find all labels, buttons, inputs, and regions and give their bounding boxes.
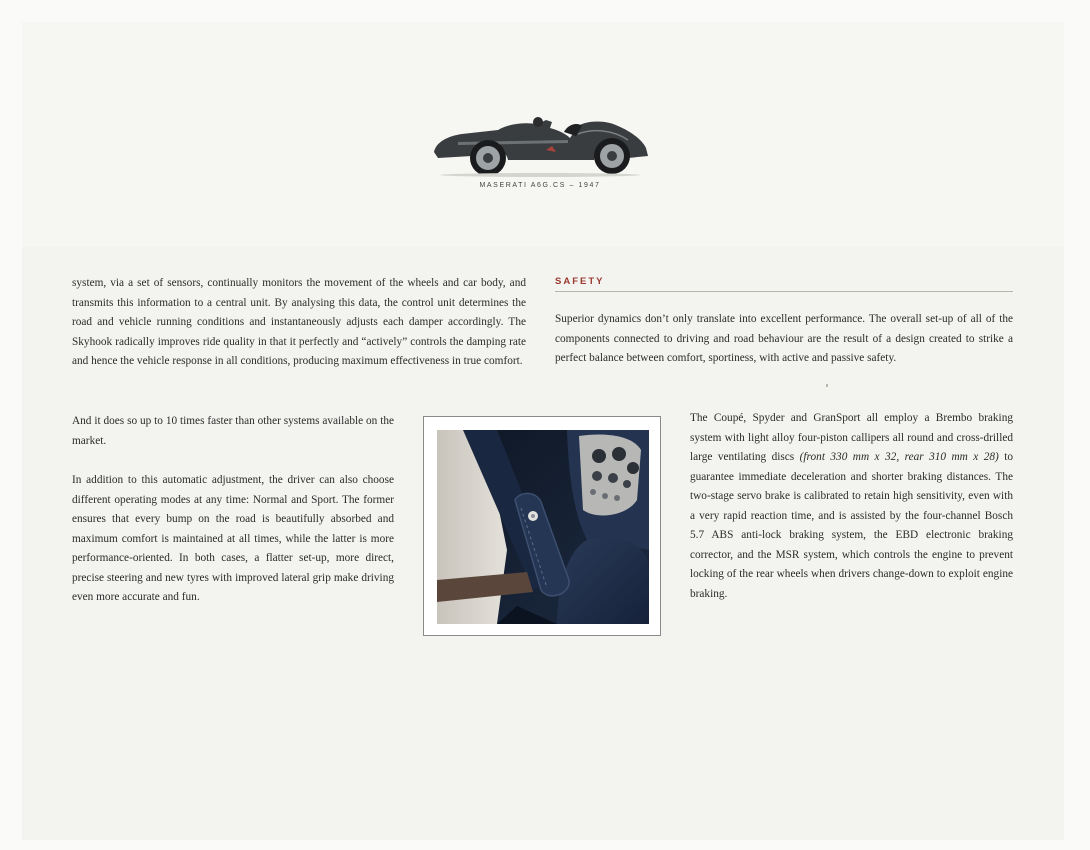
vintage-car-illustration [428, 112, 654, 178]
body-paragraph-skyhook: system, via a set of sensors, continually monitors the movement of the wheels and car body, and transmits this information to a central unit. By analysing this data, the control unit determines the road and vehicle running conditions and instantaneously adjusts each damper accordingly. The Skyhook radically improves ride quality in that it perfectly and “actively” controls the damping rate and hence the vehicle response in all conditions, producing maximum effectiveness in true comfort. [72, 277, 526, 367]
braking-text-start: The Coupé, Spyder and GranSport all employ a Brembo braking system with light alloy four-piston callipers all round and cross-drilled large ventilating discs [690, 412, 1013, 463]
car-caption: MASERATI A6G.CS – 1947 [479, 182, 601, 189]
section-divider [555, 291, 1013, 292]
body-paragraph-speed: And it does so up to 10 times faster than other systems available on the market. [72, 415, 394, 447]
braking-text-end: to guarantee immediate deceleration and shorter braking distances. The two-stage servo brake is calibrated to retain high sensitivity, even with a very rapid reaction time, and is assisted by the four-channel Bosch 5.7 ABS anti-lock braking system, the EBD electronic braking corrector, and the MSR system, which controls the engine to prevent locking of the rear wheels when drivers change-down to exploit engine braking. [690, 451, 1014, 600]
interior-photo [437, 430, 649, 624]
interior-photo-frame [423, 416, 661, 636]
print-speck [826, 384, 828, 387]
body-paragraph-braking [690, 409, 1013, 604]
body-paragraph-dynamics: Superior dynamics don’t only translate into excellent performance. The overall set-up of all of the components connected to driving and road behaviour are the result of a design created to strike a perfect balance between comfort, sportiness, with active and passive safety. [555, 313, 1013, 364]
section-heading-safety: SAFETY [555, 276, 605, 287]
disc-dimensions: (front 330 mm x 32, rear 310 mm x 28) [799, 451, 999, 463]
body-paragraph-operating-modes: In addition to this automatic adjustment, the driver can also choose different operating modes at any time: Normal and Sport. The former ensures that every bump on the road is beautifully absorbed and maximum comfort is maintained at all times, while the latter is more performance-oriented. In both cases, a flatter set-up, more direct, precise steering and new tyres with improved lateral grip make driving even more accurate and fun. [72, 474, 394, 603]
